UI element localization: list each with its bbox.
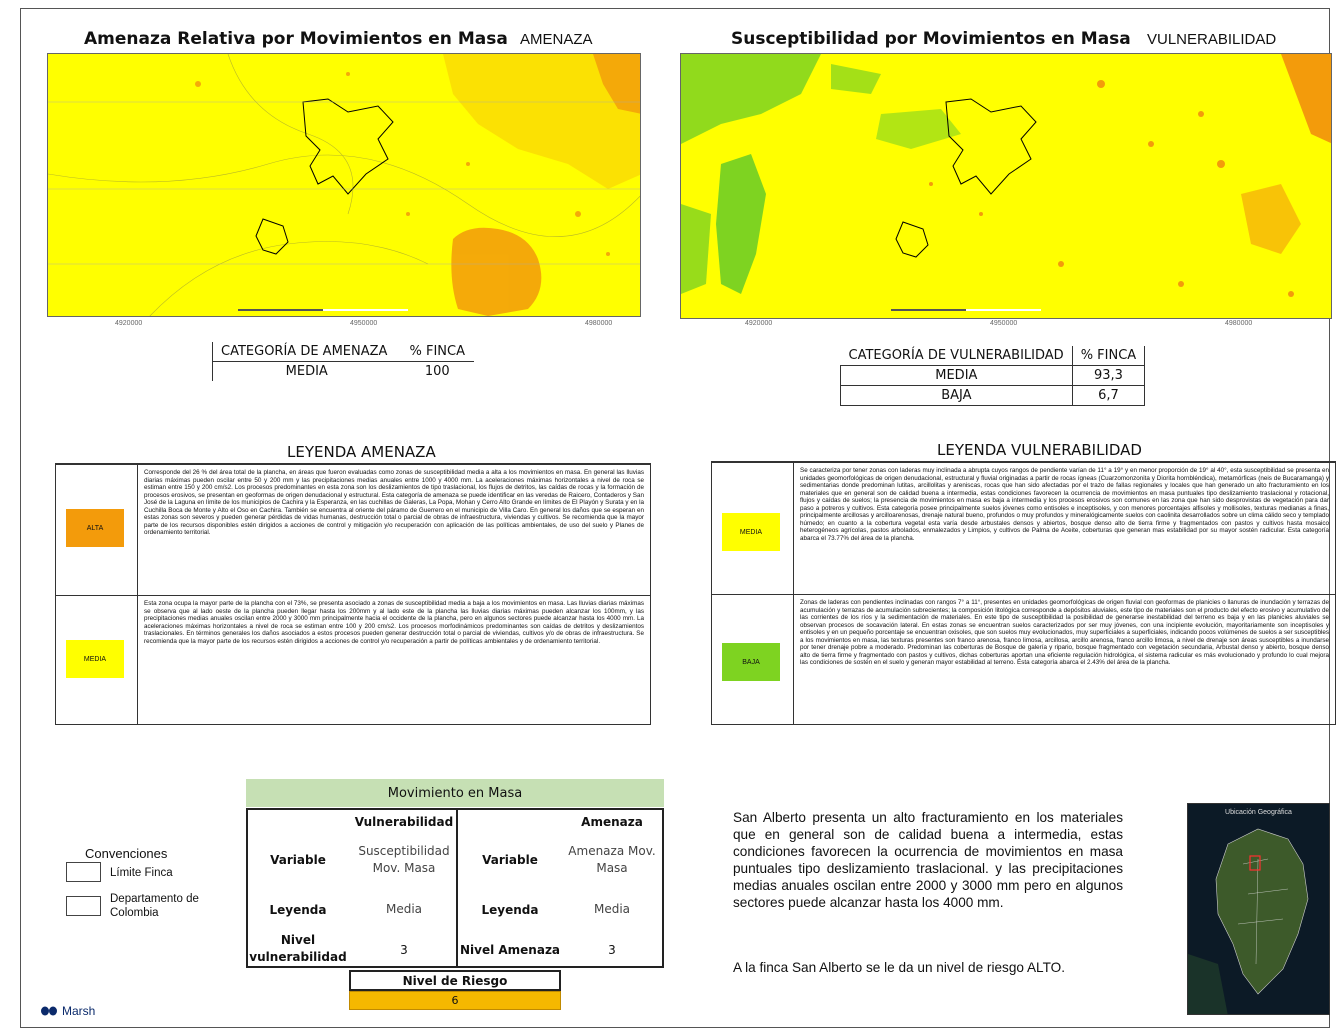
amen-leyenda-value: Media	[593, 902, 631, 916]
legend-vulnerabilidad	[711, 461, 1336, 725]
limite-finca-label: Límite Finca	[110, 867, 173, 879]
legend-vuln-media-text: Se caracteriza por tener zonas con laderas muy inclinada a abrupta cuyos rangos de pendiente varían de 11° a 19° y en menor proporción de 19° al 40°, esta susceptibilidad se presenta en unidades geomorfológicas de origen denudacional, estructural y fluvial originadas a partir de rocas ígneas (Cuarzomonzonita y Diorita hornbléndica), metamórficas (neis de Bucaramanga) y sedimentarias donde predominan lutitas, arcillolitas y areniscas, rocas que han sido afectadas por el trazo de fallas regionales y locales que han generado un alto fracturamiento en los materiales que en general son de calidad buena a intermedia, estas condiciones favorecen la ocurrencia de movimientos en masa puntuales tipo deslizamiento traslacional y rotacional, flujos y caídas de suelos; la presencia de movimientos en masa es baja a intermedia y los procesos erosivos son comunes en las zona que han sido desprovistas de vegetación para dar paso a potreros y cultivos. Esta categoría posee principalmente suelos jóvenes como entisoles e inceptisoles, y con menores porcentajes alfisoles y mollisoles, texturas medianas a finas, principalmente arcillosas y arcilloarenosas, drenaje natural bueno, profundos o muy profundos y mineralógicamente suelos con caolinita desarrollados sobre un clima cálido seco y templado húmedo; en cuanto a la cobertura vegetal esta varía desde arbustales densos y abiertos, bosque denso alto de tierra firme y fragmentados con pastos y cultivos hasta mosaico heterogéneos agrícolas, pastos arbolados, enmalezados y Limpios, y cultivos de Palma de Aceite, coberturas que generan mas estabilidad por su mayor sostén radicular. Esta categoría abarca el 73.77% del área de la plancha.	[800, 467, 1329, 542]
movimiento-title: Movimiento en Masa	[246, 779, 664, 807]
amenaza-category-table	[212, 342, 474, 381]
legend-amenaza	[55, 463, 651, 725]
left-map-title: Amenaza Relativa por Movimientos en Masa	[84, 29, 508, 49]
vuln-row-1-category: MEDIA	[841, 366, 1073, 386]
departamento-label: Departamento de Colombia	[110, 893, 199, 919]
legend-media-text: Esta zona ocupa la mayor parte de la plancha con el 73%, se presenta asociado a zonas de susceptibilidad media a baja a los movimientos en masa. Las lluvias diarias máximas se observa que al lado oeste de la plancha pueden llegar hasta los 200mm y al lado este de la plancha las lluvias diarias máximas pueden alcanzar los 100mm, y las precipitaciones medias anuales oscilan entre 2000 y 3000 mm principalmente hacia el occidente de la plancha, pero en algunos sectores puede alcanzar hasta los 4000 mm. La aceleraciones máximas horizontales a nivel de roca se estiman entre 100 y 200 cm/s2. Los procesos morfodinámicos predominantes son caídas de detritos y deslizamientos traslacionales. En términos generales los daños asociados a estos procesos pueden generar destrucción total o parcial de viviendas, cultivos y/o de obras de infraestructura. Se recomienda que la mayor parte de los recursos estén dirigidos a acciones de control y/o recuperación a partir de políticas ambientales y de ordenamiento territorial.	[144, 600, 644, 645]
nivel-amen-label: Nivel Amenaza	[459, 943, 561, 957]
convenciones-title: Convenciones	[85, 846, 168, 861]
legend-amenaza-row-media	[56, 595, 650, 726]
left-map-subtitle: AMENAZA	[520, 31, 593, 48]
legend-vuln-baja-text: Zonas de laderas con pendientes inclinadas con rangos 7° a 11°, presentes en unidades geomorfológicas de origen fluvial con geoformas de planicies o llanuras de inundación y terrazas de acumulación y terrazas de acumulación subrecientes; la composición litológica corresponde a depósitos aluviales, este tipo de materiales son el producto del efecto erosivo y acumulativo de las corrientes de los ríos y la sedimentación de materiales. En este tipo de susceptibilidad la posibilidad de generarse inestabilidad del terreno es baja y en las planicies aluviales se observan procesos de socavación lateral. En estas zonas se encuentran suelos caracterizados por ser muy jóvenes, con una incipiente evolución, mayoritariamente son inceptisoles y entisoles y en un pequeño porcentaje se encuentran oxisoles, que son suelos muy evolucionados, muy superficiales a superficiales, indicando pocos volúmenes de suelos a ser susceptibles a los movimientos en masa, las texturas presentes son franco arenosa, franco limosa, arcillosa, arcillo arenosa, franco arcillo limosa, a nivel de drenaje son áreas susceptibles a inundarse por tener drenaje pobre a moderado. Predominan las coberturas de Bosque de galería y ripario, bosque fragmentado con vegetación secundaria, Arbustal denso y abierto, bosque denso alto de tierra firme y fragmentado con pastos y cultivos, dichas coberturas aportan una eficiente regulación hidrológica, el sistema radicular es más evolucionado y profundo lo cual mejora las condiciones de sostén en el suelo y generan mayor estabilidad al terreno. Ésta categoría abarca el 2.43% del área de la plancha.	[800, 599, 1329, 666]
nivel-vuln-label: Nivel vulnerabilidad	[249, 933, 347, 964]
amenaza-row-percent: 100	[424, 364, 450, 379]
vulnerabilidad-category-table	[840, 346, 1145, 406]
marsh-logo-text: Marsh	[62, 1004, 96, 1018]
vuln-header-percent: % FINCA	[1072, 346, 1145, 366]
right-x-coord-1: 4920000	[745, 320, 773, 327]
amen-leyenda-label: Leyenda	[481, 903, 539, 917]
inset-location-map	[1187, 803, 1330, 1015]
inset-map-title: Ubicación Geográfica	[1225, 809, 1292, 816]
summary-conclusion: A la finca San Alberto se le da un nivel de riesgo ALTO.	[733, 960, 1065, 975]
left-x-coord-3: 4980000	[585, 320, 613, 327]
legend-vuln-title: LEYENDA VULNERABILIDAD	[937, 441, 1142, 459]
vuln-header: Vulnerabilidad	[354, 815, 454, 829]
right-x-coord-3: 4980000	[1225, 320, 1253, 327]
nivel-riesgo-value: 6	[349, 991, 561, 1010]
summary-paragraph: San Alberto presenta un alto fracturamiento en los materiales que en general son de calidad buena a intermedia, estas condiciones favorecen la ocurrencia de movimientos en masa puntuales tipo deslizamiento traslacional. y las precipitaciones medias anuales oscilan entre 2000 y 3000 mm pero en algunos sectores puede alcanzar hasta los 4000 mm.	[733, 810, 1123, 910]
amen-variable-label: Variable	[482, 853, 538, 867]
marsh-logo	[40, 1004, 95, 1018]
amenaza-map	[47, 53, 641, 317]
left-x-coord-1: 4920000	[115, 320, 143, 327]
nivel-riesgo-label: Nivel de Riesgo	[349, 970, 561, 991]
amenaza-row-category: MEDIA	[213, 362, 401, 382]
nivel-vuln-value: 3	[400, 943, 408, 957]
vuln-row-2-percent: 6,7	[1072, 386, 1145, 406]
amen-variable-value: Amenaza Mov. Masa	[568, 844, 656, 875]
right-map-title: Susceptibilidad por Movimientos en Masa	[731, 29, 1131, 49]
swatch-vuln-baja: BAJA	[722, 643, 780, 681]
amen-header: Amenaza	[581, 815, 643, 829]
amenaza-header-percent: % FINCA	[401, 342, 475, 362]
amenaza-header-category: CATEGORÍA DE AMENAZA	[213, 342, 401, 362]
right-map-subtitle: VULNERABILIDAD	[1147, 31, 1277, 48]
departamento-swatch	[66, 896, 101, 916]
swatch-media: MEDIA	[66, 640, 124, 678]
vuln-leyenda-value: Media	[385, 902, 423, 916]
vuln-variable-value: Susceptibilidad Mov. Masa	[358, 844, 450, 875]
legend-amenaza-title: LEYENDA AMENAZA	[287, 443, 436, 461]
vuln-row-2-category: BAJA	[841, 386, 1073, 406]
marsh-logo-icon	[40, 1006, 58, 1016]
legend-vuln-row-baja	[712, 594, 1335, 726]
legend-vuln-row-media	[712, 462, 1335, 594]
legend-amenaza-row-alta	[56, 464, 650, 595]
legend-alta-text: Corresponde del 26 % del área total de la plancha, en áreas que fueron evaluadas como zonas de susceptibilidad media a alta a los movimientos en masa. En general las lluvias diarias máximas pueden oscilar entre 50 y 200 mm y las precipitaciones medias anuales entre 1000 y 4000 mm. La aceleraciones máximas horizontales a nivel de roca se estiman entre 150 y 200 cm/s2. Los procesos predominantes en esta zona son los deslizamientos de tipo traslacional, los flujos de detritos, las caídas de rocas y la formación de procesos erosivos, se presentan en geoformas de origen denudacional y estructural. Esta categoría de amenaza se puede identificar en las veredas de Raicero, Contaderos y San José de la Laguna en límite de los municipios de Cachira y la Esperanza, en las cuchillas de Galeras, La Popa, Mohan y Cerro Alto Grande en límites de El Playón y Surata y en la Cuchilla Boca de Monte y Alto el Oso en Cachira. También se encuentra al oriente del páramo de Guerrero en el municipio de Villa Caro. En general los daños que se esperan en estas zonas son severos y pueden generar pérdidas de vidas humanas, destrucción total o parcial de obras de infraestructura, viviendas y cultivos. Se recomienda que la mayor parte de los recursos disponibles estén dirigidos a acciones de control y mitigación y/o recuperación con aplicación de las políticas ambientales, de uso del suelo y Planes de ordenamiento territorial.	[144, 469, 644, 536]
swatch-alta: ALTA	[66, 509, 124, 547]
vuln-leyenda-label: Leyenda	[269, 903, 327, 917]
nivel-amen-value: 3	[608, 943, 616, 957]
left-x-coord-2: 4950000	[350, 320, 378, 327]
vuln-variable-label: Variable	[270, 853, 326, 867]
vuln-row-1-percent: 93,3	[1072, 366, 1145, 386]
right-x-coord-2: 4950000	[990, 320, 1018, 327]
limite-finca-swatch	[66, 862, 101, 882]
swatch-vuln-media: MEDIA	[722, 513, 780, 551]
susceptibilidad-map	[680, 53, 1332, 319]
vuln-header-category: CATEGORÍA DE VULNERABILIDAD	[841, 346, 1073, 366]
